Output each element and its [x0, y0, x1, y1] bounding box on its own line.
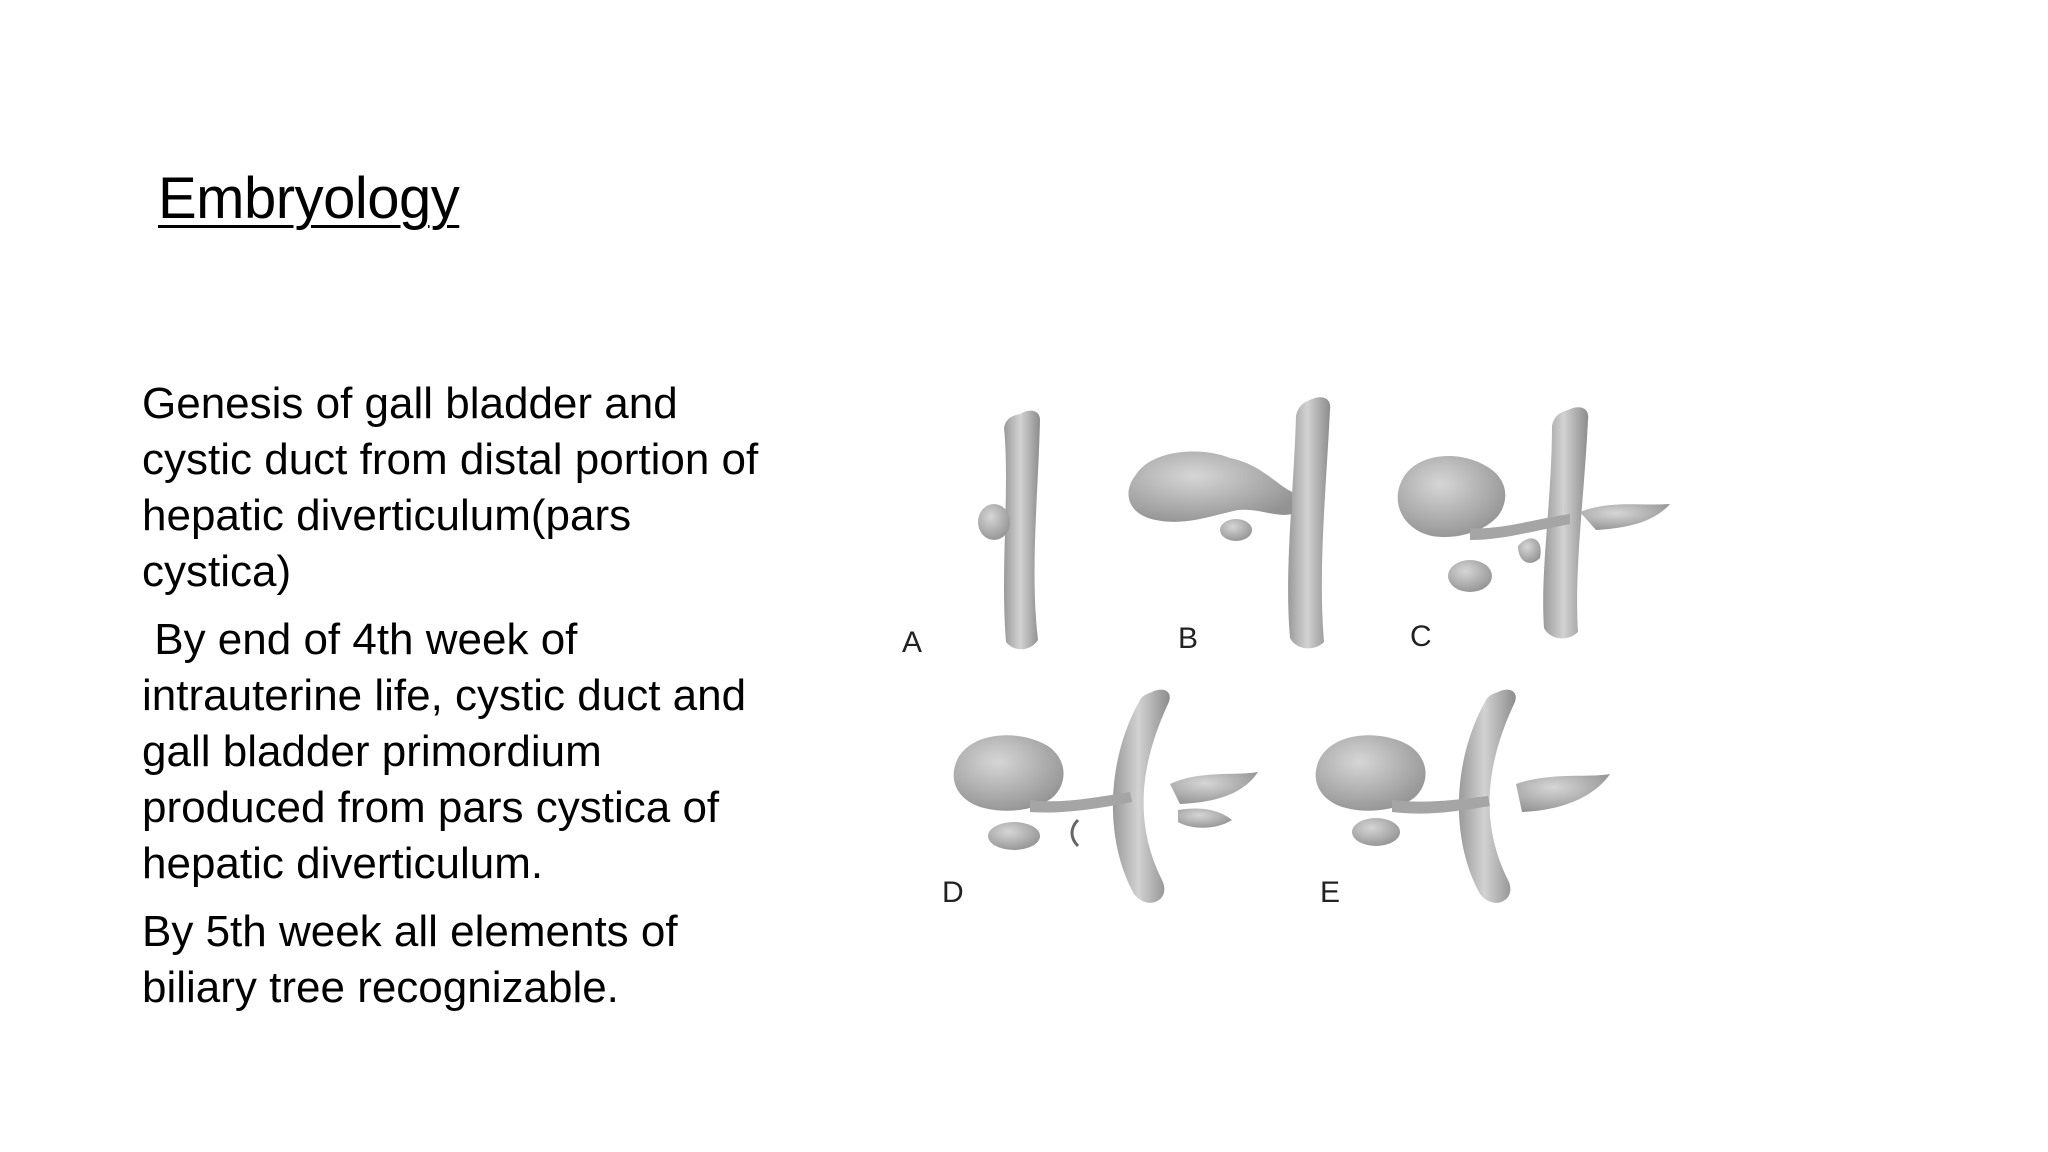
- embryology-diagram: [880, 380, 1700, 940]
- panel-label-b: B: [1178, 622, 1199, 655]
- panel-label-e: E: [1320, 876, 1341, 909]
- panel-c-drawing: [1398, 407, 1670, 638]
- panel-d-drawing: [954, 690, 1258, 903]
- diagram-svg: [880, 380, 1700, 940]
- paragraph-3: By 5th week all elements of biliary tree recognizable.: [142, 907, 690, 1012]
- paragraph-1: Genesis of gall bladder and cystic duct from distal portion of hepatic diverticulum(pars cystica): [142, 379, 771, 596]
- panel-label-a: A: [902, 626, 923, 659]
- body-text: [142, 376, 782, 1028]
- panel-label-c: C: [1410, 620, 1432, 653]
- slide-title: Embryology: [158, 166, 460, 231]
- panel-e-drawing: [1316, 690, 1610, 903]
- panel-b-drawing: [1128, 397, 1330, 648]
- panel-label-d: D: [942, 876, 964, 909]
- paragraph-2: By end of 4th week of intrauterine life, cystic duct and gall bladder primordium produced from pars cystica of hepatic diverticulum.: [142, 615, 759, 888]
- panel-a-drawing: [978, 411, 1040, 650]
